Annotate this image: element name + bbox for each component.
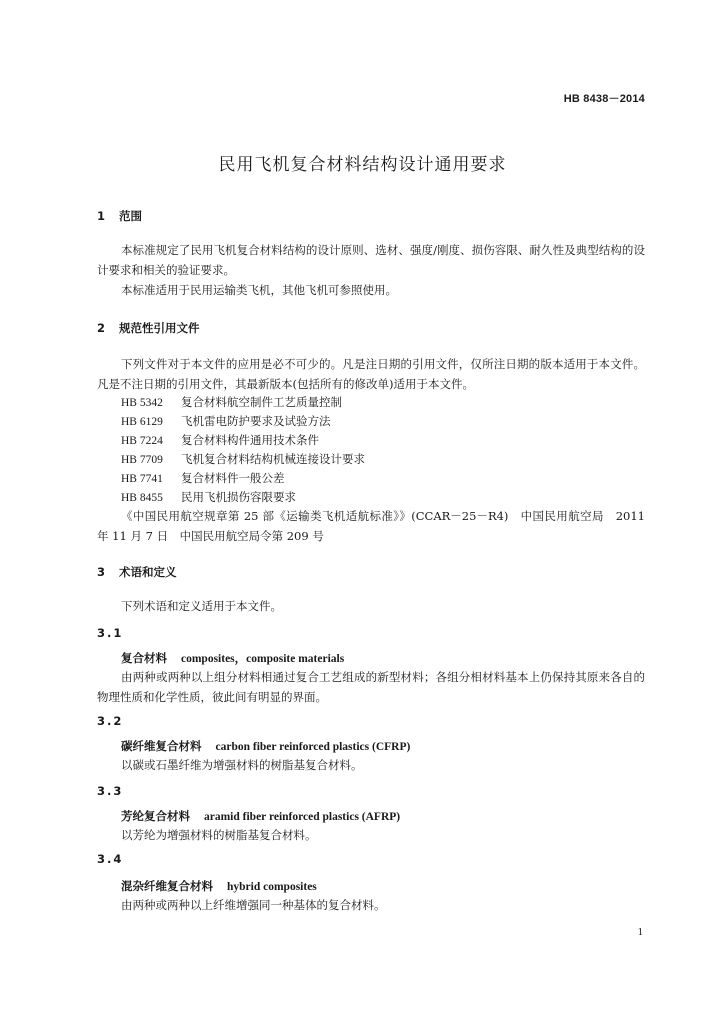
document-title: 民用飞机复合材料结构设计通用要求 bbox=[218, 155, 507, 175]
reference-title: 复合材料航空制件工艺质量控制 bbox=[181, 395, 342, 409]
section-number: 3 bbox=[97, 565, 106, 579]
section-title: 规范性引用文件 bbox=[119, 321, 200, 335]
reference-item bbox=[121, 430, 319, 451]
term-definition: 由两种或两种以上纤维增强同一种基体的复合材料。 bbox=[121, 898, 386, 912]
term-en: aramid fiber reinforced plastics (AFRP) bbox=[204, 811, 401, 823]
term-definition: 由两种或两种以上组分材料相通过复合工艺组成的新型材料；各组分相材料基本上仍保持其原来各自的物理性质和化学性质，彼此间有明显的界面。 bbox=[97, 670, 645, 704]
section-heading-1 bbox=[97, 208, 142, 224]
term-number: 3.2 bbox=[97, 714, 124, 728]
term-heading bbox=[121, 648, 344, 669]
section-heading-3 bbox=[97, 564, 177, 580]
reference-code: HB 7741 bbox=[121, 473, 163, 485]
reference-title: 民用飞机损伤容限要求 bbox=[181, 490, 296, 504]
reference-code: HB 8455 bbox=[121, 492, 163, 504]
regulation-reference: 《中国民用航空规章第 25 部《运输类飞机适航标准》》(CCAR－25－R4) 中国民用航空局 2011 年 11 月 7 日 中国民用航空局令第 209 号 bbox=[97, 509, 645, 543]
term-heading bbox=[121, 806, 400, 827]
reference-item bbox=[121, 468, 285, 489]
section-title: 术语和定义 bbox=[119, 565, 177, 579]
reference-title: 复合材料件一般公差 bbox=[181, 471, 285, 485]
section-number: 1 bbox=[97, 209, 106, 223]
term-number: 3.4 bbox=[97, 852, 124, 866]
reference-title: 飞机复合材料结构机械连接设计要求 bbox=[181, 452, 365, 466]
reference-code: HB 7709 bbox=[121, 454, 163, 466]
term-en: hybrid composites bbox=[227, 881, 317, 893]
term-en: carbon fiber reinforced plastics (CFRP) bbox=[215, 741, 411, 753]
reference-code: HB 6129 bbox=[121, 416, 163, 428]
reference-code: HB 7224 bbox=[121, 435, 163, 447]
paragraph: 本标准规定了民用飞机复合材料结构的设计原则、选材、强度/刚度、损伤容限、耐久性及典型结构的设计要求和相关的验证要求。 bbox=[97, 243, 645, 277]
paragraph: 下列文件对于本文件的应用是必不可少的。凡是注日期的引用文件，仅所注日期的版本适用于本文件。凡是不注日期的引用文件，其最新版本(包括所有的修改单)适用于本文件。 bbox=[97, 357, 645, 391]
paragraph: 本标准适用于民用运输类飞机，其他飞机可参照使用。 bbox=[121, 283, 397, 297]
term-cn: 芳纶复合材料 bbox=[121, 809, 190, 823]
paragraph: 下列术语和定义适用于本文件。 bbox=[121, 599, 282, 613]
section-heading-2 bbox=[97, 320, 200, 336]
term-heading bbox=[121, 876, 317, 897]
term-heading bbox=[121, 736, 410, 757]
reference-item bbox=[121, 392, 342, 413]
section-number: 2 bbox=[97, 321, 106, 335]
reference-item bbox=[121, 449, 365, 470]
reference-item bbox=[121, 487, 296, 508]
reference-item bbox=[121, 411, 331, 432]
page-number: 1 bbox=[637, 926, 643, 938]
term-cn: 碳纤维复合材料 bbox=[121, 739, 202, 753]
section-title: 范围 bbox=[119, 209, 142, 223]
standard-code: HB 8438－2014 bbox=[563, 93, 645, 105]
term-number: 3.3 bbox=[97, 784, 124, 798]
reference-title: 复合材料构件通用技术条件 bbox=[181, 433, 319, 447]
term-cn: 复合材料 bbox=[121, 651, 167, 665]
term-definition: 以碳或石墨纤维为增强材料的树脂基复合材料。 bbox=[121, 758, 363, 772]
term-en: composites，composite materials bbox=[181, 653, 345, 665]
reference-title: 飞机雷电防护要求及试验方法 bbox=[181, 414, 331, 428]
reference-code: HB 5342 bbox=[121, 397, 163, 409]
term-number: 3.1 bbox=[97, 626, 124, 640]
term-cn: 混杂纤维复合材料 bbox=[121, 879, 213, 893]
term-definition: 以芳纶为增强材料的树脂基复合材料。 bbox=[121, 828, 317, 842]
